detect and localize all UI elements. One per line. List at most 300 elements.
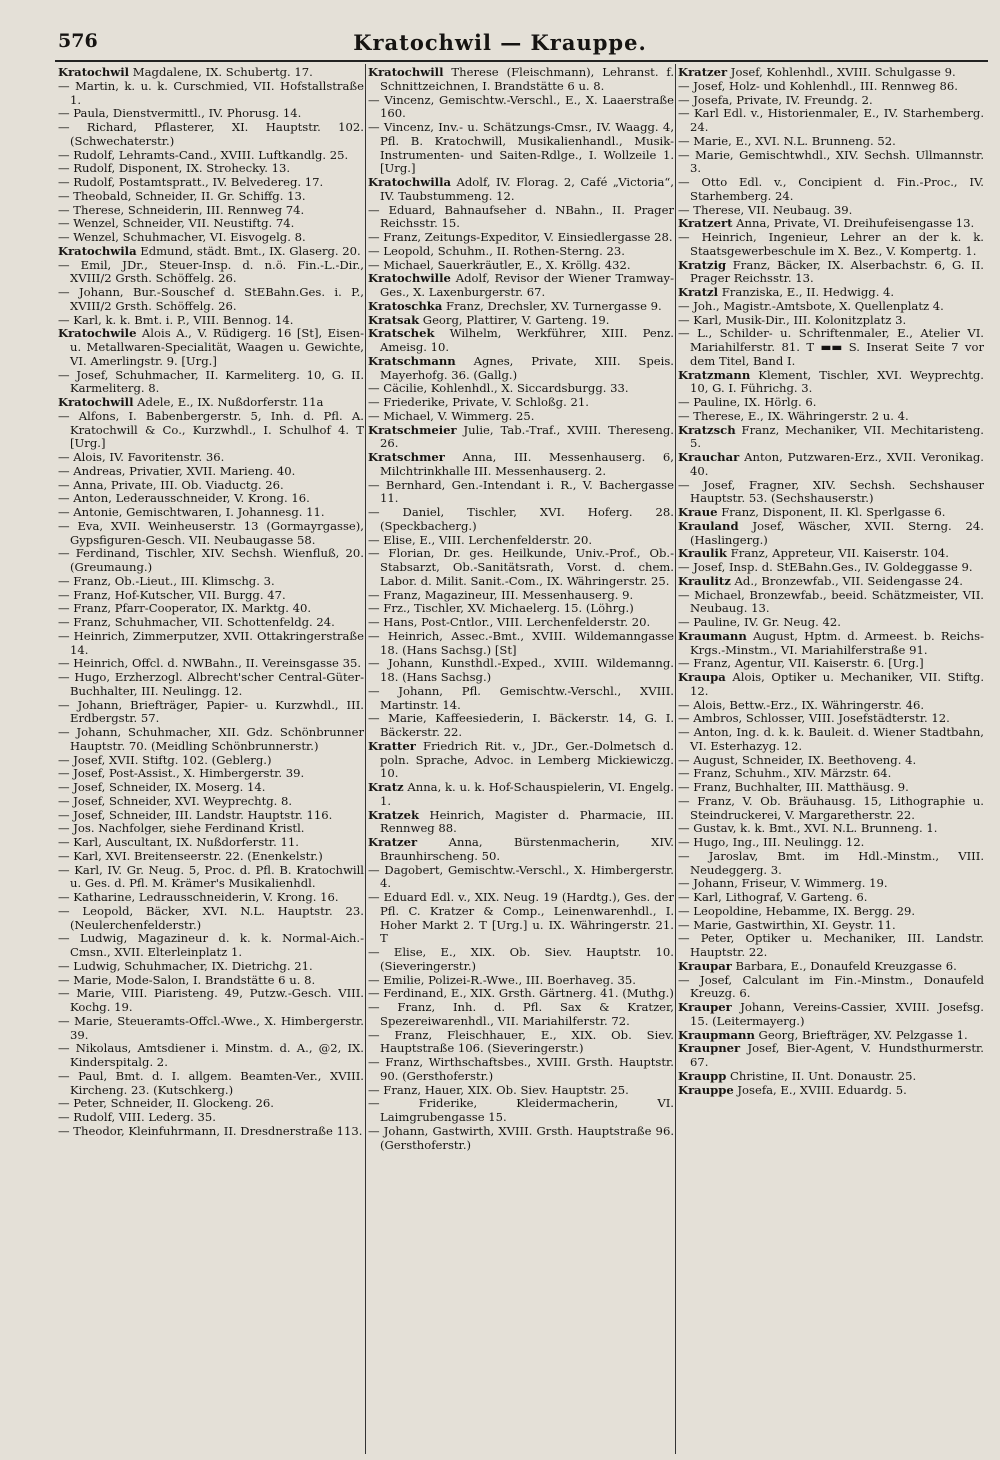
directory-entry xyxy=(368,396,674,410)
directory-entry xyxy=(678,66,984,80)
entry-text: — Anna, Private, III. Ob. Viaductg. 26. xyxy=(58,477,284,492)
directory-entry xyxy=(678,396,984,410)
directory-entry xyxy=(58,162,364,176)
entry-text: — Anton, Lederausschneider, V. Krong. 16. xyxy=(58,491,310,506)
directory-entry xyxy=(368,94,674,122)
entry-text: — Franz, Fleischhauer, E., XIX. Ob. Siev. Hauptstraße 106. (Sieveringerstr.) xyxy=(368,1027,674,1056)
directory-entry xyxy=(58,410,364,451)
entry-text: — Heinrich, Offcl. d. NWBahn., II. Vereinsgasse 35. xyxy=(58,656,362,671)
directory-entry xyxy=(678,850,984,878)
surname-heading: Kratochwile xyxy=(58,326,137,341)
surname-heading: Kraupar xyxy=(678,958,732,973)
entry-text: — Josef, Schneider, IX. Moserg. 14. xyxy=(58,780,266,794)
entry-text: — Karl, Musik-Dir., III. Kolonitzplatz 3. xyxy=(678,312,907,327)
directory-entry xyxy=(368,300,674,314)
entry-text: — Johann, Kunsthdl.-Exped., XVIII. Wildemanng. 18. (Hans Sachsg.) xyxy=(368,656,674,684)
directory-entry xyxy=(678,589,984,617)
directory-entry xyxy=(368,1029,674,1057)
directory-entry xyxy=(58,616,364,630)
directory-entry xyxy=(678,561,984,575)
entry-text: — Josef, XVII. Stiftg. 102. (Geblerg.) xyxy=(58,752,272,767)
entry-text: — August, Schneider, IX. Beethoveng. 4. xyxy=(678,752,917,767)
surname-heading: Kratochwila xyxy=(58,243,137,258)
directory-entry xyxy=(368,589,674,603)
entry-text: — Bernhard, Gen.-Intendant i. R., V. Bachergasse 11. xyxy=(368,477,674,506)
directory-entry xyxy=(368,424,674,452)
entry-text: — Elise, E., VIII. Lerchenfelderstr. 20. xyxy=(368,532,593,547)
directory-entry xyxy=(678,424,984,452)
entry-text: — Hugo, Ing., III. Neulingg. 12. xyxy=(678,835,865,849)
directory-entry xyxy=(58,1125,364,1139)
directory-entry xyxy=(368,946,674,974)
directory-entry xyxy=(58,836,364,850)
entry-text: Magdalene, IX. Schubertg. 17. xyxy=(129,66,313,79)
directory-entry xyxy=(678,300,984,314)
entry-text: — Elise, E., XIX. Ob. Siev. Hauptstr. 10. (Sieveringerstr.) xyxy=(368,945,674,973)
directory-entry xyxy=(678,410,984,424)
directory-entry xyxy=(368,66,674,94)
directory-entry xyxy=(58,781,364,795)
entry-text: — Johann, Schuhmacher, XII. Gdz. Schönbrunner Hauptstr. 70. (Meidling Schönbrunnerstr.) xyxy=(58,725,364,753)
directory-entry xyxy=(678,94,984,108)
entry-text: — Eduard Edl. v., XIX. Neug. 19 (Hardtg.), Ges. der Pfl. C. Kratzer & Comp., Leinenwarenhdl., I. Hoher Markt 2. T [Urg.] u. IX. Währingerstr. 21. T xyxy=(368,890,674,946)
entry-text: — Franz, Magazineur, III. Messenhauserg. 9. xyxy=(368,587,634,602)
directory-entry xyxy=(678,795,984,823)
directory-entry xyxy=(368,987,674,1001)
directory-entry xyxy=(368,616,674,630)
entry-text: Georg, Plattirer, V. Garteng. 19. xyxy=(419,312,610,327)
directory-entry xyxy=(368,355,674,383)
directory-entry xyxy=(58,699,364,727)
surname-heading: Kratochwille xyxy=(368,271,451,286)
entry-text: — Cäcilie, Kohlenhdl., X. Siccardsburgg. 33. xyxy=(368,381,629,396)
entry-text: — Daniel, Tischler, XVI. Hoferg. 28. (Speckbacherg.) xyxy=(368,505,674,533)
entry-text: — Ludwig, Schuhmacher, IX. Dietrichg. 21. xyxy=(58,958,313,973)
directory-entry xyxy=(368,1084,674,1098)
entry-text: — Joh., Magistr.-Amtsbote, X. Quellenplatz 4. xyxy=(678,298,944,313)
directory-entry xyxy=(58,149,364,163)
entry-text: Wilhelm, Werkführer, XIII. Penz. Ameisg. 10. xyxy=(380,326,674,354)
entry-text: Josef, Wäscher, XVII. Sterng. 24. (Haslingerg.) xyxy=(690,518,984,547)
directory-entry xyxy=(58,547,364,575)
page-title: Kratochwil — Krauppe. xyxy=(353,30,647,55)
directory-entry xyxy=(678,767,984,781)
surname-heading: Kratzer xyxy=(368,835,418,849)
entry-text: — Franz, Hauer, XIX. Ob. Siev. Hauptstr. 25. xyxy=(368,1082,629,1097)
entry-text: Agnes, Private, XIII. Speis. Mayerhofg. 36. (Gallg.) xyxy=(380,353,674,382)
entry-text: — Leopoldine, Hebamme, IX. Bergg. 29. xyxy=(678,903,916,918)
directory-entry xyxy=(678,905,984,919)
entry-text: Anna, Bürstenmacherin, XIV. Braunhirscheng. 50. xyxy=(380,835,674,863)
surname-heading: Kratz xyxy=(368,780,404,794)
directory-entry xyxy=(678,1029,984,1043)
entry-text: — Josefa, Private, IV. Freundg. 2. xyxy=(678,92,873,107)
entry-text: Edmund, städt. Bmt., IX. Glaserg. 20. xyxy=(136,243,361,258)
surname-heading: Kratter xyxy=(368,738,416,753)
directory-entry xyxy=(678,754,984,768)
entry-text: — Karl, k. k. Bmt. i. P., VIII. Bennog. 14. xyxy=(58,312,294,327)
directory-entry xyxy=(368,1097,674,1125)
directory-entry xyxy=(368,547,674,588)
directory-entry xyxy=(58,465,364,479)
entry-text: Therese (Fleischmann), Lehranst. f. Schnittzeichnen, I. Brandstätte 6 u. 8. xyxy=(380,66,674,93)
entry-text: — Rudolf, Lehramts-Cand., XVIII. Luftkandlg. 25. xyxy=(58,147,349,162)
directory-entry xyxy=(368,327,674,355)
entry-text: Klement, Tischler, XVI. Weyprechtg. 10, G. I. Führichg. 3. xyxy=(690,367,984,396)
entry-text: Anna, III. Messenhauserg. 6, Milchtrinkhalle III. Messenhauserg. 2. xyxy=(380,450,674,478)
entry-text: — Josef, Schuhmacher, II. Karmeliterg. 10, G. II. Karmeliterg. 8. xyxy=(58,367,364,396)
directory-entry xyxy=(58,726,364,754)
surname-heading: Krauland xyxy=(678,518,739,533)
directory-entry xyxy=(678,960,984,974)
directory-entry xyxy=(678,657,984,671)
directory-entry xyxy=(58,369,364,397)
surname-heading: Krauchar xyxy=(678,450,740,464)
entry-text: — Emil, JDr., Steuer-Insp. d. n.ö. Fin.-L.-Dir., XVIII/2 Grsth. Schöffelg. 26. xyxy=(58,257,364,286)
directory-entry xyxy=(678,712,984,726)
directory-entry xyxy=(368,259,674,273)
directory-entry xyxy=(58,1097,364,1111)
column-divider xyxy=(365,64,366,1454)
directory-entry xyxy=(368,451,674,479)
directory-entry xyxy=(58,286,364,314)
directory-entry xyxy=(678,1084,984,1098)
directory-entry xyxy=(678,451,984,479)
entry-text: — Josef, Schneider, III. Landstr. Hauptstr. 116. xyxy=(58,807,333,822)
entry-text: — Therese, VII. Neubaug. 39. xyxy=(678,202,853,217)
directory-entry xyxy=(58,506,364,520)
surname-heading: Kraupa xyxy=(678,670,726,684)
entry-text: Heinrich, Magister d. Pharmacie, III. Rennweg 88. xyxy=(380,807,674,836)
surname-heading: Kratschmeier xyxy=(368,422,457,437)
entry-text: — Karl, Lithograf, V. Garteng. 6. xyxy=(678,890,868,904)
entry-text: Josef, Kohlenhdl., XVIII. Schulgasse 9. xyxy=(727,66,956,79)
entry-text: — Franz, Wirthschaftsbes., XVIII. Grsth. Hauptstr. 90. (Gersthoferstr.) xyxy=(368,1055,674,1083)
directory-entry xyxy=(368,1056,674,1084)
directory-entry xyxy=(368,781,674,809)
entry-text: Johann, Vereins-Cassier, XVIII. Josefsg. 15. (Leitermayerg.) xyxy=(690,1000,984,1028)
directory-entry xyxy=(58,107,364,121)
directory-entry xyxy=(58,396,364,410)
entry-text: — Marie, Mode-Salon, I. Brandstätte 6 u. 8. xyxy=(58,972,316,987)
entry-text: — Florian, Dr. ges. Heilkunde, Univ.-Prof., Ob.-Stabsarzt, Ob.-Sanitätsrath, Vorst. d. chem. Labor. d. Milit. Sanit.-Com., IX. Währingerstr. 25. xyxy=(368,546,674,588)
entry-text: — Michael, V. Wimmerg. 25. xyxy=(368,408,535,423)
entry-text: — Pauline, IX. Hörlg. 6. xyxy=(678,395,817,409)
entry-text: — Leopold, Bäcker, XVI. N.L. Hauptstr. 23. (Neulerchenfelderstr.) xyxy=(58,903,364,932)
entry-text: — Franz, V. Ob. Bräuhausg. 15, Lithographie u. Steindruckerei, V. Margaretherstr. 22. xyxy=(678,793,984,822)
directory-entry xyxy=(368,740,674,781)
directory-entry xyxy=(678,575,984,589)
entry-text: Alois A., V. Rüdigerg. 16 [St], Eisen- u. Metallwaren-Specialität, Waagen u. Gewichte, VI. Amerlingstr. 9. [Urg.] xyxy=(70,326,364,368)
surname-heading: Kraulik xyxy=(678,546,727,561)
entry-text: — Josef, Schneider, XVI. Weyprechtg. 8. xyxy=(58,793,293,808)
entry-text: — Friderike, Kleidermacherin, VI. Laimgrubengasse 15. xyxy=(368,1096,674,1124)
surname-heading: Kraulitz xyxy=(678,573,731,588)
entry-text: Anna, k. u. k. Hof-Schauspielerin, VI. Engelg. 1. xyxy=(380,780,674,808)
entry-text: — Wenzel, Schuhmacher, VI. Eisvogelg. 8. xyxy=(58,230,306,244)
entry-text: Adele, E., IX. Nußdorferstr. 11a xyxy=(133,395,324,409)
directory-entry xyxy=(58,1042,364,1070)
directory-entry xyxy=(678,259,984,287)
entry-text: — Heinrich, Zimmerputzer, XVII. Ottakringerstraße 14. xyxy=(58,628,364,657)
entry-text: — Johann, Friseur, V. Wimmerg. 19. xyxy=(678,876,888,891)
entry-text: — Johann, Bur.-Souschef d. StEBahn.Ges. i. P., XVIII/2 Grsth. Schöffelg. 26. xyxy=(58,285,364,313)
directory-entry xyxy=(58,1111,364,1125)
directory-entry xyxy=(368,657,674,685)
surname-heading: Kratzl xyxy=(678,285,719,299)
surname-heading: Kratoschka xyxy=(368,298,443,313)
entry-text: — Michael, Bronzewfab., beeid. Schätzmeister, VII. Neubaug. 13. xyxy=(678,587,984,616)
entry-text: Christine, II. Unt. Donaustr. 25. xyxy=(726,1068,917,1083)
entry-text: — Jaroslav, Bmt. im Hdl.-Minstm., VIII. Neudeggerg. 3. xyxy=(678,848,984,877)
entry-text: — Jos. Nachfolger, siehe Ferdinand Kristl. xyxy=(58,821,305,836)
directory-entry xyxy=(58,671,364,699)
entry-text: — Nikolaus, Amtsdiener i. Minstm. d. A., @2, IX. Kinderspitalg. 2. xyxy=(58,1041,364,1069)
surname-heading: Krauper xyxy=(678,1000,732,1014)
entry-text: — Franz, Buchhalter, III. Matthäusg. 9. xyxy=(678,780,909,794)
directory-entry xyxy=(58,492,364,506)
column-divider xyxy=(675,64,676,1454)
directory-entry xyxy=(368,809,674,837)
entry-text: — Rudolf, VIII. Lederg. 35. xyxy=(58,1110,216,1124)
directory-entry xyxy=(368,1001,674,1029)
directory-entry xyxy=(58,974,364,988)
directory-entry xyxy=(58,520,364,548)
entry-text: — Pauline, IV. Gr. Neug. 42. xyxy=(678,615,841,629)
directory-entry xyxy=(58,259,364,287)
directory-entry xyxy=(368,602,674,616)
directory-entry xyxy=(678,671,984,699)
entry-text: — Johann, Pfl. Gemischtw.-Verschl., XVIII. Martinstr. 14. xyxy=(368,683,674,712)
entry-text: — Vincenz, Gemischtw.-Verschl., E., X. Laaerstraße 160. xyxy=(368,92,674,121)
directory-entry xyxy=(678,919,984,933)
directory-entry xyxy=(58,479,364,493)
entry-text: — Karl Edl. v., Historienmaler, E., IV. Starhemberg. 24. xyxy=(678,106,984,134)
directory-entry xyxy=(58,231,364,245)
directory-entry xyxy=(58,1015,364,1043)
entry-text: — Frz., Tischler, XV. Michaelerg. 15. (Löhrg.) xyxy=(368,601,634,616)
directory-entry xyxy=(368,864,674,892)
entry-text: — Katharine, Ledrausschneiderin, V. Krong. 16. xyxy=(58,890,339,904)
surname-heading: Kratochwill xyxy=(58,395,134,409)
directory-entry xyxy=(678,547,984,561)
entry-text: Franz, Mechaniker, VII. Mechitaristeng. 5. xyxy=(690,422,984,451)
directory-entry xyxy=(368,231,674,245)
surname-heading: Kratschmer xyxy=(368,450,445,464)
entry-text: — Dagobert, Gemischtw.-Verschl., X. Himbergerstr. 4. xyxy=(368,862,674,891)
directory-entry xyxy=(58,80,364,108)
surname-heading: Kratzmann xyxy=(678,367,751,382)
directory-entry xyxy=(678,781,984,795)
entry-text: — Therese, Schneiderin, III. Rennweg 74. xyxy=(58,202,305,217)
entry-text: Franz, Bäcker, IX. Alserbachstr. 6, G. II. Prager Reichsstr. 13. xyxy=(690,257,984,286)
directory-entry xyxy=(58,905,364,933)
surname-heading: Kratzig xyxy=(678,257,727,272)
directory-entry xyxy=(368,891,674,946)
directory-entry xyxy=(58,822,364,836)
directory-entry xyxy=(678,616,984,630)
entry-text: — Johann, Gastwirth, XVIII. Grsth. Hauptstraße 96. (Gersthoferstr.) xyxy=(368,1123,674,1152)
directory-entry xyxy=(368,534,674,548)
directory-entry xyxy=(368,1125,674,1153)
directory-entry xyxy=(678,149,984,177)
directory-entry xyxy=(58,602,364,616)
entry-text: Anton, Putzwaren-Erz., XVII. Veronikag. 40. xyxy=(690,450,984,478)
surname-heading: Kratschmann xyxy=(368,353,456,368)
directory-entry xyxy=(58,657,364,671)
entry-text: — Franz, Schuhmacher, VII. Schottenfeldg. 24. xyxy=(58,615,335,629)
directory-entry xyxy=(368,836,674,864)
entry-text: — Marie, Steueramts-Offcl.-Wwe., X. Himbergerstr. 39. xyxy=(58,1013,364,1042)
directory-entry xyxy=(678,1042,984,1070)
directory-entry xyxy=(368,974,674,988)
surname-heading: Kratzert xyxy=(678,216,733,231)
entry-text: Franz, Disponent, II. Kl. Sperlgasse 6. xyxy=(717,505,946,519)
entry-text: — Franz, Zeitungs-Expeditor, V. Einsiedlergasse 28. xyxy=(368,230,673,244)
entry-text: — Marie, Kaffeesiederin, I. Bäckerstr. 14, G. I. Bäckerstr. 22. xyxy=(368,711,674,739)
entry-text: — Marie, VIII. Piaristeng. 49, Putzw.-Gesch. VIII. Kochg. 19. xyxy=(58,986,364,1014)
entry-text: — Gustav, k. k. Bmt., XVI. N.L. Brunneng. 1. xyxy=(678,821,938,836)
entry-text: — Peter, Schneider, II. Glockeng. 26. xyxy=(58,1096,274,1111)
directory-entry xyxy=(678,630,984,658)
entry-text: — Otto Edl. v., Concipient d. Fin.-Proc., IV. Starhemberg. 24. xyxy=(678,175,984,203)
entry-text: — Michael, Sauerkräutler, E., X. Kröllg. 432. xyxy=(368,257,631,272)
entry-text: — Theobald, Schneider, II. Gr. Schiffg. 13. xyxy=(58,188,306,203)
entry-text: — L., Schilder- u. Schriftenmaler, E., Atelier VI. Mariahilferstr. 81. T ▬▬ S. Inserat Seite 7 vor dem Titel, Band I. xyxy=(678,326,984,368)
column-3 xyxy=(678,66,984,1456)
entry-text: — Rudolf, Disponent, IX. Strohecky. 13. xyxy=(58,161,291,176)
entry-text: — Josef, Insp. d. StEBahn.Ges., IV. Goldeggasse 9. xyxy=(678,560,973,574)
entry-text: — Ferdinand, E., XIX. Grsth. Gärtnerg. 41. (Muthg.) xyxy=(368,986,674,1001)
entry-text: — Rudolf, Postamtspratt., IV. Belvedereg. 17. xyxy=(58,175,324,189)
entry-text: — Marie, E., XVI. N.L. Brunneng. 52. xyxy=(678,133,896,148)
entry-text: — Ambros, Schlosser, VIII. Josefstädterstr. 12. xyxy=(678,711,950,726)
directory-entry xyxy=(58,960,364,974)
directory-entry xyxy=(678,107,984,135)
entry-text: August, Hptm. d. Armeest. b. Reichs-Krgs.-Minstm., VI. Mariahilferstraße 91. xyxy=(690,628,984,657)
directory-entry xyxy=(58,575,364,589)
entry-text: — Franz, Hof-Kutscher, VII. Burgg. 47. xyxy=(58,587,286,602)
directory-entry xyxy=(368,630,674,658)
entry-text: — Ferdinand, Tischler, XIV. Sechsh. Wienfluß, 20. (Greumaung.) xyxy=(58,546,364,574)
directory-entry xyxy=(58,589,364,603)
entry-text: — Franz, Inh. d. Pfl. Sax & Kratzer, Spezereiwarenhdl., VII. Mariahilferstr. 72. xyxy=(368,1000,674,1028)
directory-entry xyxy=(58,451,364,465)
directory-entry xyxy=(58,245,364,259)
entry-text: — Josef, Fragner, XIV. Sechsh. Sechshauser Hauptstr. 53. (Sechshauserstr.) xyxy=(678,477,984,506)
entry-text: — Theodor, Kleinfuhrmann, II. Dresdnerstraße 113. xyxy=(58,1123,363,1138)
entry-text: — Richard, Pflasterer, XI. Hauptstr. 102. (Schwechaterstr.) xyxy=(58,120,364,148)
surname-heading: Kratochwilla xyxy=(368,175,451,189)
column-2 xyxy=(368,66,674,1456)
entry-text: — Friederike, Private, V. Schloßg. 21. xyxy=(368,395,589,409)
entry-text: — Johann, Briefträger, Papier- u. Kurzwhdl., III. Erdbergstr. 57. xyxy=(58,697,364,726)
entry-text: Alois, Optiker u. Mechaniker, VII. Stiftg. 12. xyxy=(690,670,984,698)
entry-text: — Eva, XVII. Weinheuserstr. 13 (Gormayrgasse), Gypsfiguren-Gesch. VII. Neubaugasse 58. xyxy=(58,518,364,547)
directory-entry xyxy=(58,767,364,781)
directory-entry xyxy=(678,176,984,204)
surname-heading: Kratochwil xyxy=(58,66,130,79)
directory-entry xyxy=(368,204,674,232)
entry-text: — Alfons, I. Babenbergerstr. 5, Inh. d. Pfl. A. Kratochwill & Co., Kurzwhdl., I. Schulhof 4. T [Urg.] xyxy=(58,408,364,451)
directory-entry xyxy=(368,479,674,507)
directory-entry xyxy=(678,836,984,850)
entry-text: — Franz, Schuhm., XIV. Märzstr. 64. xyxy=(678,766,892,781)
entry-text: — Karl, IV. Gr. Neug. 5, Proc. d. Pfl. B. Kratochwill u. Ges. d. Pfl. M. Krämer's Musikalienhdl. xyxy=(58,862,364,891)
entry-text: Josefa, E., XVIII. Eduardg. 5. xyxy=(733,1082,907,1097)
entry-text: — Anton, Ing. d. k. k. Bauleit. d. Wiener Stadtbahn, VI. Esterhazyg. 12. xyxy=(678,725,984,753)
directory-entry xyxy=(678,699,984,713)
directory-entry xyxy=(678,932,984,960)
directory-entry xyxy=(678,314,984,328)
directory-entry xyxy=(678,217,984,231)
surname-heading: Kraue xyxy=(678,505,718,519)
directory-entry xyxy=(678,327,984,368)
entry-text: — Alois, IV. Favoritenstr. 36. xyxy=(58,450,225,464)
directory-entry xyxy=(678,204,984,218)
surname-heading: Kratzer xyxy=(678,66,728,79)
entry-text: Julie, Tab.-Traf., XVIII. Thereseng. 26. xyxy=(380,422,674,451)
directory-entry xyxy=(368,506,674,534)
directory-entry xyxy=(58,190,364,204)
directory-entry xyxy=(58,66,364,80)
entry-text: — Josef, Post-Assist., X. Himbergerstr. 39. xyxy=(58,766,305,781)
directory-entry xyxy=(58,891,364,905)
entry-text: — Karl, XVI. Breitenseerstr. 22. (Enenkelstr.) xyxy=(58,848,323,863)
entry-text: Adolf, Revisor der Wiener Tramway-Ges., X. Laxenburgerstr. 67. xyxy=(380,271,674,299)
surname-heading: Kraumann xyxy=(678,628,747,643)
directory-entry xyxy=(678,726,984,754)
surname-heading: Kratzek xyxy=(368,807,420,822)
entry-text: — Therese, E., IX. Währingerstr. 2 u. 4. xyxy=(678,408,909,423)
directory-entry xyxy=(678,974,984,1002)
entry-text: Barbara, E., Donaufeld Kreuzgasse 6. xyxy=(731,958,957,973)
directory-entry xyxy=(368,272,674,300)
entry-text: — Franz, Ob.-Lieut., III. Klimschg. 3. xyxy=(58,573,275,588)
directory-entry xyxy=(678,286,984,300)
entry-text: — Paul, Bmt. d. I. allgem. Beamten-Ver., XVIII. Kircheng. 23. (Kutschkerg.) xyxy=(58,1068,364,1097)
directory-entry xyxy=(368,685,674,713)
directory-entry xyxy=(58,204,364,218)
directory-entry xyxy=(678,369,984,397)
directory-entry xyxy=(678,891,984,905)
entry-text: — Marie, Gemischtwhdl., XIV. Sechsh. Ullmannstr. 3. xyxy=(678,147,984,176)
directory-entry xyxy=(58,795,364,809)
entry-text: — Josef, Holz- und Kohlenhdl., III. Rennweg 86. xyxy=(678,78,958,93)
surname-heading: Kraupner xyxy=(678,1041,741,1056)
directory-entry xyxy=(58,754,364,768)
entry-text: — Peter, Optiker u. Mechaniker, III. Landstr. Hauptstr. 22. xyxy=(678,931,984,959)
surname-heading: Kraupmann xyxy=(678,1027,755,1042)
directory-entry xyxy=(58,314,364,328)
entry-text: — Heinrich, Assec.-Bmt., XVIII. Wildemanngasse 18. (Hans Sachsg.) [St] xyxy=(368,628,674,657)
entry-text: — Ludwig, Magazineur d. k. k. Normal-Aich.-Cmsn., XVII. Elterleinplatz 1. xyxy=(58,931,364,959)
entry-text: — Martin, k. u. k. Curschmied, VII. Hofstallstraße 1. xyxy=(58,78,364,107)
surname-heading: Kratochwill xyxy=(368,66,444,79)
directory-entry xyxy=(368,121,674,176)
directory-entry xyxy=(678,135,984,149)
directory-entry xyxy=(678,877,984,891)
page-number: 576 xyxy=(58,30,98,52)
entry-text: Anna, Private, VI. Dreihufeisengasse 13. xyxy=(732,216,975,231)
entry-text: — Emilie, Polizei-R.-Wwe., III. Boerhaveg. 35. xyxy=(368,972,636,987)
entry-text: — Vincenz, Inv.- u. Schätzungs-Cmsr., IV. Waagg. 4, Pfl. B. Kratochwill, Musikalienhandl., Musik-Instrumenten- und Saiten-Rdlge., I. Wollzeile 1. [Urg.] xyxy=(368,120,674,176)
directory-entry xyxy=(678,231,984,259)
header-rule xyxy=(55,60,988,62)
entry-text: — Wenzel, Schneider, VII. Neustiftg. 74. xyxy=(58,216,295,231)
directory-entry xyxy=(368,176,674,204)
entry-text: — Alois, Bettw.-Erz., IX. Währingerstr. 46. xyxy=(678,697,925,712)
